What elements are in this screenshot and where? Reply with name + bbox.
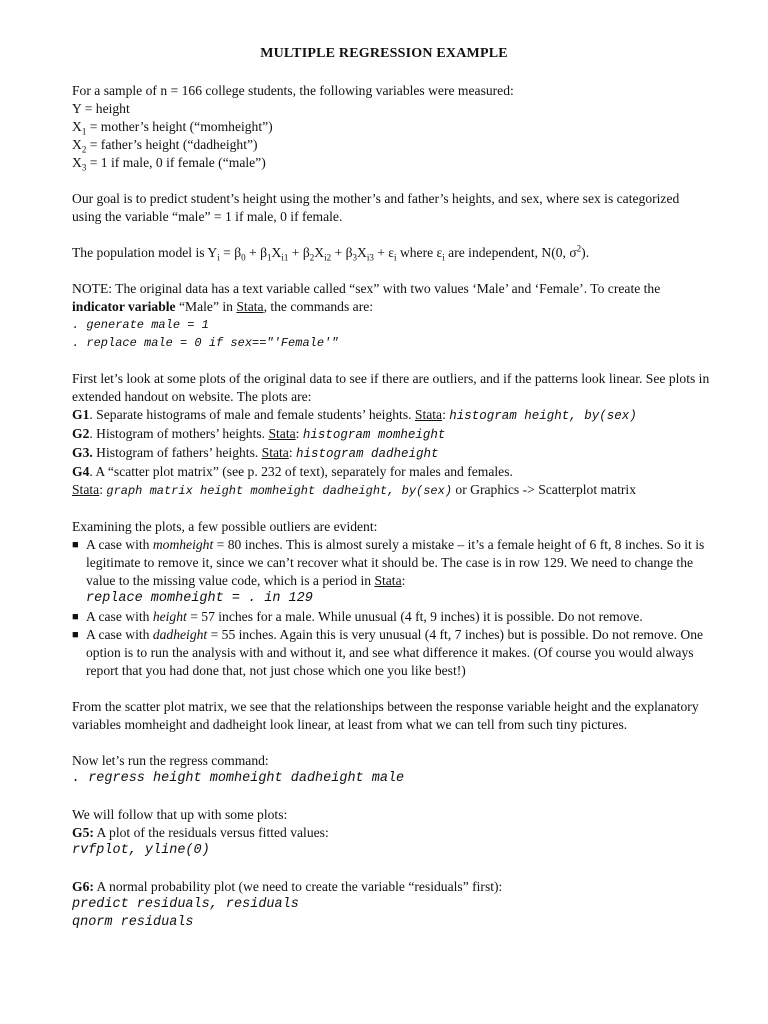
var-y: Y = height xyxy=(72,101,130,116)
replace-momheight-command: replace momheight = . in 129 xyxy=(86,591,313,606)
note-paragraph: NOTE: The original data has a text variable called “sex” with two values ‘Male’ and ‘Female’. To create the indicator variable “Male” in Stata, the commands are: xyxy=(72,281,661,314)
replace-command: . replace male = 0 if sex=="'Female'" xyxy=(72,336,339,350)
bullet-icon: ■ xyxy=(72,539,79,551)
bullet-icon: ■ xyxy=(72,611,79,623)
var-x3: $X_3 = 1$ if male, 0 if female (“male”) xyxy=(72,155,266,173)
plot-g1: G1. Separate histograms of male and female students’ heights. Stata: histogram height, by(sex) xyxy=(72,407,637,423)
followup-line: We will follow that up with some plots: xyxy=(72,807,288,822)
plot-g3: G3. Histogram of fathers’ heights. Stata: histogram dadheight xyxy=(72,445,439,461)
bullet-icon: ■ xyxy=(72,629,79,641)
regress-intro: Now let’s run the regress command: xyxy=(72,753,269,768)
plot-g4-command: Stata: graph matrix height momheight dadheight, by(sex) or Graphics -> Scatterplot matrix xyxy=(72,482,636,498)
var-x2: $X_2$ = father’s height (“dadheight”) xyxy=(72,137,258,155)
goal-paragraph: Our goal is to predict student’s height using the mother’s and father’s heights, and sex, where sex is categorized using the variable “male” = 1 if male, 0 if female. xyxy=(72,191,680,224)
qnorm-command: qnorm residuals xyxy=(72,915,194,930)
outliers-list xyxy=(72,536,712,680)
plot-g5: G5: A plot of the residuals versus fitted values: xyxy=(72,825,329,840)
plots-intro: First let’s look at some plots of the original data to see if there are outliers, and if the patterns look linear. See plots in extended handout on website. The plots are: xyxy=(72,371,710,404)
outlier-dadheight: ■ A case with dadheight = 55 inches. Again this is very unusual (4 ft, 7 inches) but is possible. Do not remove. One option is to run the analysis with and without it, and see what difference it makes. (Of course you would always report that you had done that, not just chose which one you like best!) xyxy=(72,627,704,678)
intro-line: For a sample of n = 166 college students, the following variables were measured: xyxy=(72,83,514,98)
outlier-height: ■ A case with height = 57 inches for a male. While unusual (4 ft, 9 inches) it is possible. Do not remove. xyxy=(72,609,643,624)
var-x1: $X_1$ = mother’s height (“momheight”) xyxy=(72,119,273,137)
document-body xyxy=(72,82,712,932)
plot-g6: G6: A normal probability plot (we need to create the variable “residuals” first): xyxy=(72,879,503,894)
outliers-intro: Examining the plots, a few possible outliers are evident: xyxy=(72,519,378,534)
model-paragraph: The population model is $Y_i = \beta_0 + \beta_1X_{i1} + \beta_2X_{i2} + \beta_3X_{i3} + \varepsilon_i$ where $\varepsilon_i$ are independent, N(0, $\sigma^2$). xyxy=(72,243,590,263)
scatter-paragraph: From the scatter plot matrix, we see that the relationships between the response variable height and the explanatory variables momheight and dadheight look linear, at least from what we can tell from such tiny pictures. xyxy=(72,699,699,732)
outlier-momheight: ■ A case with momheight = 80 inches. This is almost surely a mistake – it’s a female height of 6 ft, 8 inches. So it is legitimate to remove it, since we can’t recover what it should be. The case is in row 129. We need to change the value to the missing value code, which is a period in Stata: replace momheight = . in 129 xyxy=(72,536,712,608)
regress-command: . regress height momheight dadheight male xyxy=(72,771,405,786)
plot-g4: G4. A “scatter plot matrix” (see p. 232 of text), separately for males and females. xyxy=(72,464,513,479)
plot-g2: G2. Histogram of mothers’ heights. Stata: histogram momheight xyxy=(72,426,446,442)
rvfplot-command: rvfplot, yline(0) xyxy=(72,843,210,858)
predict-command: predict residuals, residuals xyxy=(72,897,299,912)
generate-command: . generate male = 1 xyxy=(72,318,209,332)
document-title: MULTIPLE REGRESSION EXAMPLE xyxy=(260,46,508,61)
